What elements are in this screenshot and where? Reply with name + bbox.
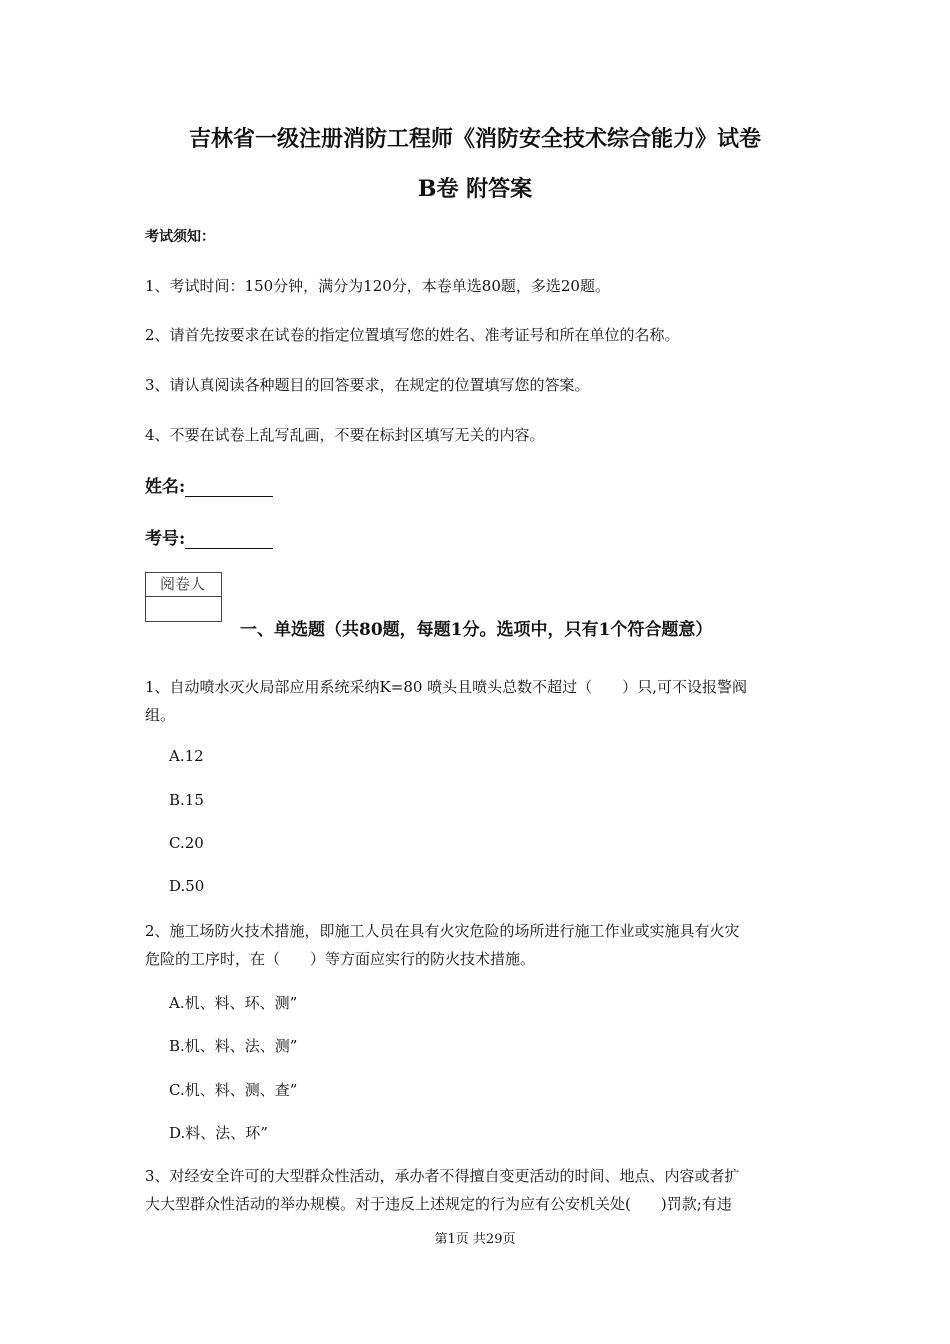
- question-1-option-d: D.50: [169, 877, 205, 895]
- question-2-line2: 危险的工序时，在（ ）等方面应实行的防火技术措施。: [145, 950, 536, 968]
- name-label: 姓名:: [145, 477, 186, 497]
- question-1-option-a: A.12: [169, 747, 204, 765]
- question-2-option-d: D.料、法、环”: [169, 1124, 268, 1142]
- question-1-line2: 组。: [145, 706, 176, 724]
- question-2-option-c: C.机、料、测、查”: [169, 1081, 298, 1099]
- section-heading: 一、单选题（共80题，每题1分。选项中，只有1个符合题意）: [240, 620, 713, 640]
- name-field[interactable]: [145, 472, 273, 497]
- notice-item-3: 3、请认真阅读各种题目的回答要求，在规定的位置填写您的答案。: [145, 376, 590, 394]
- doc-title-line1: 吉林省一级注册消防工程师《消防安全技术综合能力》试卷: [188, 126, 761, 152]
- notice-item-1: 1、考试时间：150分钟，满分为120分，本卷单选80题，多选20题。: [145, 277, 610, 295]
- question-1-line1: 1、自动喷水灭火局部应用系统采纳K=80 喷头且喷头总数不超过（ ）只,可不设报警阀: [145, 678, 747, 696]
- number-label: 考号:: [145, 529, 186, 549]
- question-2-option-b: B.机、料、法、测”: [169, 1037, 298, 1055]
- number-blank[interactable]: [185, 530, 273, 549]
- question-3-line1: 3、对经安全许可的大型群众性活动，承办者不得擅自变更活动的时间、地点、内容或者扩: [145, 1167, 740, 1185]
- number-field[interactable]: [145, 524, 273, 549]
- notice-heading: 考试须知：: [145, 229, 215, 245]
- grader-label: 阅卷人: [146, 573, 221, 597]
- notice-item-2: 2、请首先按要求在试卷的指定位置填写您的姓名、准考证号和所在单位的名称。: [145, 326, 680, 344]
- question-1-option-b: B.15: [169, 791, 204, 809]
- name-blank[interactable]: [185, 478, 273, 497]
- question-3-line2: 大大型群众性活动的举办规模。对于违反上述规定的行为应有公安机关处( )罚款;有违: [145, 1195, 732, 1213]
- doc-title-line2: B卷 附答案: [417, 176, 533, 202]
- page-footer: 第1页 共29页: [434, 1232, 516, 1247]
- notice-item-4: 4、不要在试卷上乱写乱画，不要在标封区填写无关的内容。: [145, 426, 545, 444]
- question-2-option-a: A.机、料、环、测”: [169, 994, 298, 1012]
- question-2-line1: 2、施工场防火技术措施，即施工人员在具有火灾危险的场所进行施工作业或实施具有火灾: [145, 922, 740, 940]
- grader-box: [145, 572, 222, 622]
- question-1-option-c: C.20: [169, 834, 204, 852]
